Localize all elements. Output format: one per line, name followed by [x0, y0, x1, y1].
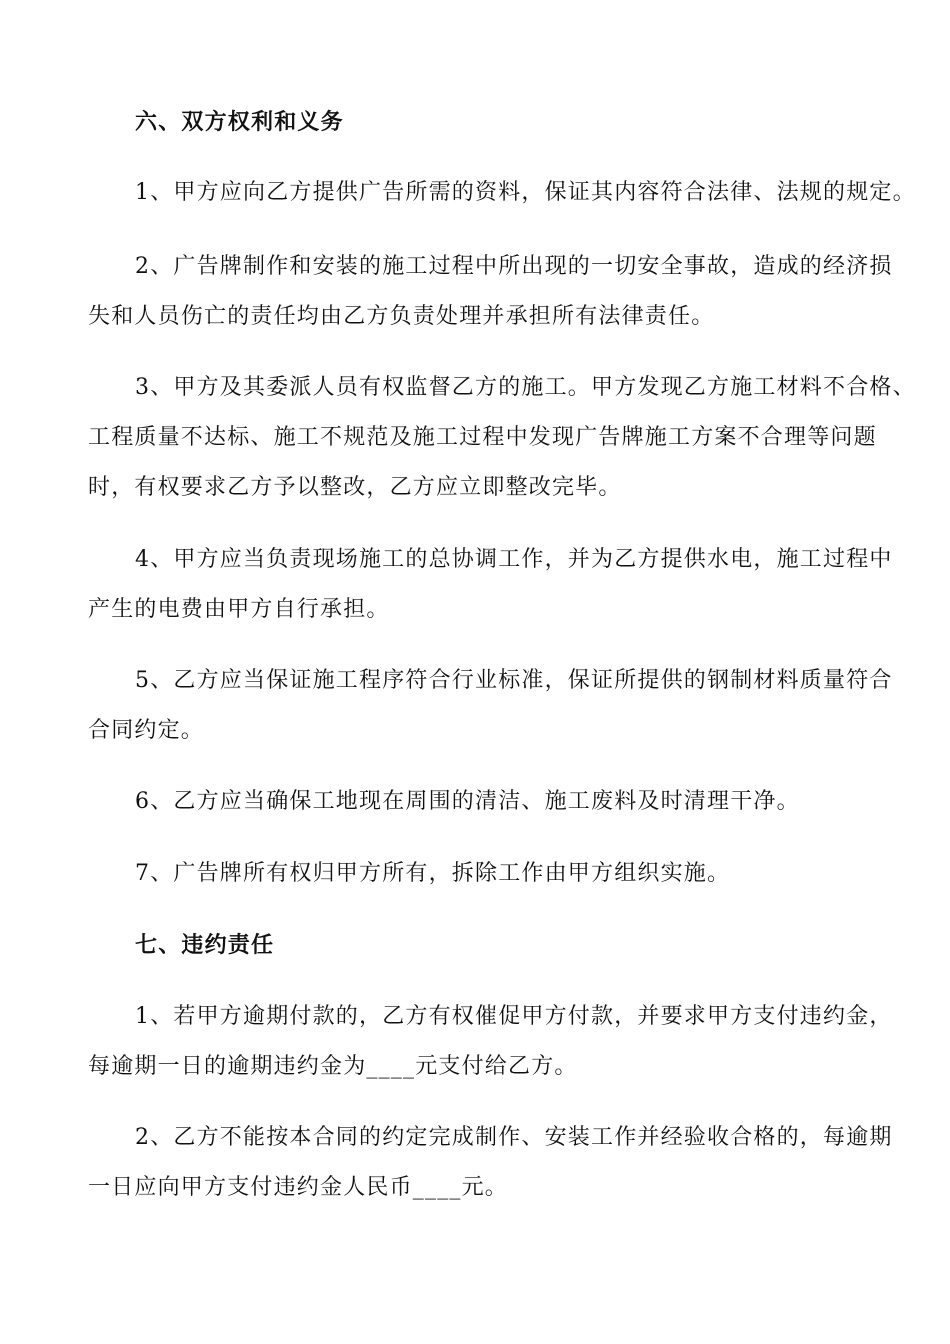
clause-6-7-line-1: 7、广告牌所有权归甲方所有，拆除工作由甲方组织实施。 [135, 861, 731, 886]
clause-6-4-line-1: 4、甲方应当负责现场施工的总协调工作，并为乙方提供水电，施工过程中 [135, 547, 893, 572]
clause-6-1-line-1: 1、甲方应向乙方提供广告所需的资料，保证其内容符合法律、法规的规定。 [135, 180, 916, 205]
section-heading-rights-obligations: 六、双方权利和义务 [135, 109, 344, 135]
section-heading-breach-liability: 七、违约责任 [135, 932, 275, 958]
clause-6-5-line-2: 合同约定。 [88, 718, 205, 743]
clause-6-5-line-1: 5、乙方应当保证施工程序符合行业标准，保证所提供的钢制材料质量符合 [135, 668, 893, 693]
clause-6-3-line-3: 时，有权要求乙方予以整改，乙方应立即整改完毕。 [88, 475, 622, 500]
clause-6-2-line-2: 失和人员伤亡的责任均由乙方负责处理并承担所有法律责任。 [88, 304, 715, 329]
clause-7-2-line-2: 一日应向甲方支付违约金人民币____元。 [88, 1175, 509, 1200]
clause-6-6-line-1: 6、乙方应当确保工地现在周围的清洁、施工废料及时清理干净。 [135, 789, 800, 814]
clause-6-3-line-2: 工程质量不达标、施工不规范及施工过程中发现广告牌施工方案不合理等问题 [88, 425, 877, 450]
clause-7-2-line-1: 2、乙方不能按本合同的约定完成制作、安装工作并经验收合格的，每逾期 [135, 1125, 893, 1150]
clause-6-4-line-2: 产生的电费由甲方自行承担。 [88, 597, 390, 622]
clause-6-3-line-1: 3、甲方及其委派人员有权监督乙方的施工。甲方发现乙方施工材料不合格、 [135, 375, 916, 400]
clause-6-2-line-1: 2、广告牌制作和安装的施工过程中所出现的一切安全事故，造成的经济损 [135, 254, 893, 279]
clause-7-1-line-2: 每逾期一日的逾期违约金为____元支付给乙方。 [88, 1054, 578, 1079]
clause-7-1-line-1: 1、若甲方逾期付款的，乙方有权催促甲方付款，并要求甲方支付违约金， [135, 1004, 893, 1029]
